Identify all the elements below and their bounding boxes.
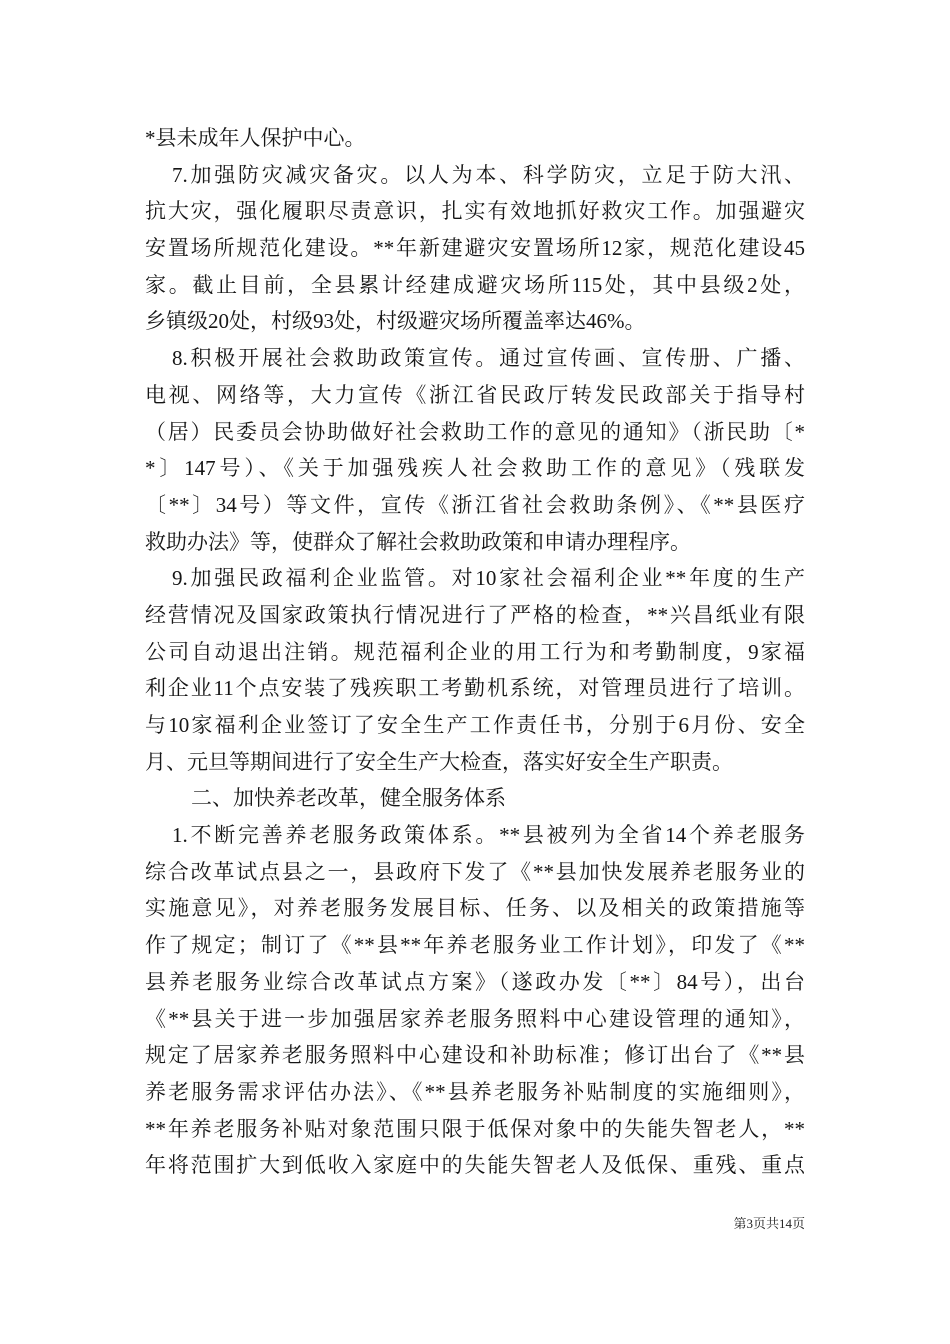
paragraph-continuation [145, 120, 805, 157]
paragraph-disaster-prevention [145, 157, 805, 340]
text-line: 乡镇级20处，村级93处，村级避灾场所覆盖率达46%。 [145, 309, 646, 334]
paragraph-elderly-care-policy [145, 817, 805, 1184]
text-line: 公司自动退出注销。规范福利企业的用工行为和考勤制度，9家福 [145, 639, 805, 664]
text-line: 县养老服务业综合改革试点方案》（遂政办发〔**〕84号），出台 [145, 969, 805, 994]
text-line: 〔**〕34号）等文件，宣传《浙江省社会救助条例》、《**县医疗 [145, 492, 805, 517]
text-line: *〕147号）、《关于加强残疾人社会救助工作的意见》（残联发 [145, 456, 805, 481]
paragraph-welfare-enterprise-supervision [145, 560, 805, 780]
text-line: 实施意见》，对养老服务发展目标、任务、以及相关的政策措施等 [145, 896, 805, 921]
text-line: 规定了居家养老服务照料中心建设和补助标准；修订出台了《**县 [145, 1043, 805, 1068]
document-body [145, 120, 805, 1184]
text-line: 7.加强防灾减灾备灾。以人为本、科学防灾，立足于防大汛、 [172, 162, 805, 187]
text-line: 1.不断完善养老服务政策体系。**县被列为全省14个养老服务 [172, 823, 805, 848]
text-line: 作了规定；制订了《**县**年养老服务业工作计划》，印发了《** [145, 933, 805, 958]
text-line: 电视、网络等，大力宣传《浙江省民政厅转发民政部关于指导村 [145, 382, 805, 407]
text-line: 家。截止目前，全县累计经建成避灾场所115处，其中县级2处， [145, 272, 805, 297]
text-line: 《**县关于进一步加强居家养老服务照料中心建设管理的通知》， [145, 1006, 805, 1031]
page-number-footer: 第3页共14页 [733, 1216, 805, 1231]
text-line: 月、元旦等期间进行了安全生产大检查，落实好安全生产职责。 [145, 749, 733, 774]
paragraph-social-assistance-publicity [145, 340, 805, 560]
text-line: 抗大灾，强化履职尽责意识，扎实有效地抓好救灾工作。加强避灾 [145, 199, 805, 224]
section-heading [145, 780, 805, 817]
text-line: 经营情况及国家政策执行情况进行了严格的检查，**兴昌纸业有限 [145, 602, 805, 627]
text-line: 8.积极开展社会救助政策宣传。通过宣传画、宣传册、广播、 [172, 346, 805, 371]
text-line: 利企业11个点安装了残疾职工考勤机系统，对管理员进行了培训。 [145, 676, 805, 701]
section-heading-text: 二、加快养老改革，健全服务体系 [191, 786, 506, 811]
text-line: 年将范围扩大到低收入家庭中的失能失智老人及低保、重残、重点 [145, 1153, 805, 1178]
text-line: 综合改革试点县之一，县政府下发了《**县加快发展养老服务业的 [145, 859, 805, 884]
text-line: 9.加强民政福利企业监管。对10家社会福利企业**年度的生产 [172, 566, 805, 591]
text-line: *县未成年人保护中心。 [145, 126, 366, 150]
text-line: 安置场所规范化建设。**年新建避灾安置场所12家，规范化建设45 [145, 236, 805, 261]
text-line: 养老服务需求评估办法》、《**县养老服务补贴制度的实施细则》， [145, 1079, 805, 1104]
text-line: （居）民委员会协助做好社会救助工作的意见的通知》（浙民助〔* [145, 419, 805, 444]
text-line: **年养老服务补贴对象范围只限于低保对象中的失能失智老人，** [145, 1116, 805, 1141]
text-line: 与10家福利企业签订了安全生产工作责任书，分别于6月份、安全 [145, 713, 805, 737]
text-line: 救助办法》等，使群众了解社会救助政策和申请办理程序。 [145, 529, 691, 554]
